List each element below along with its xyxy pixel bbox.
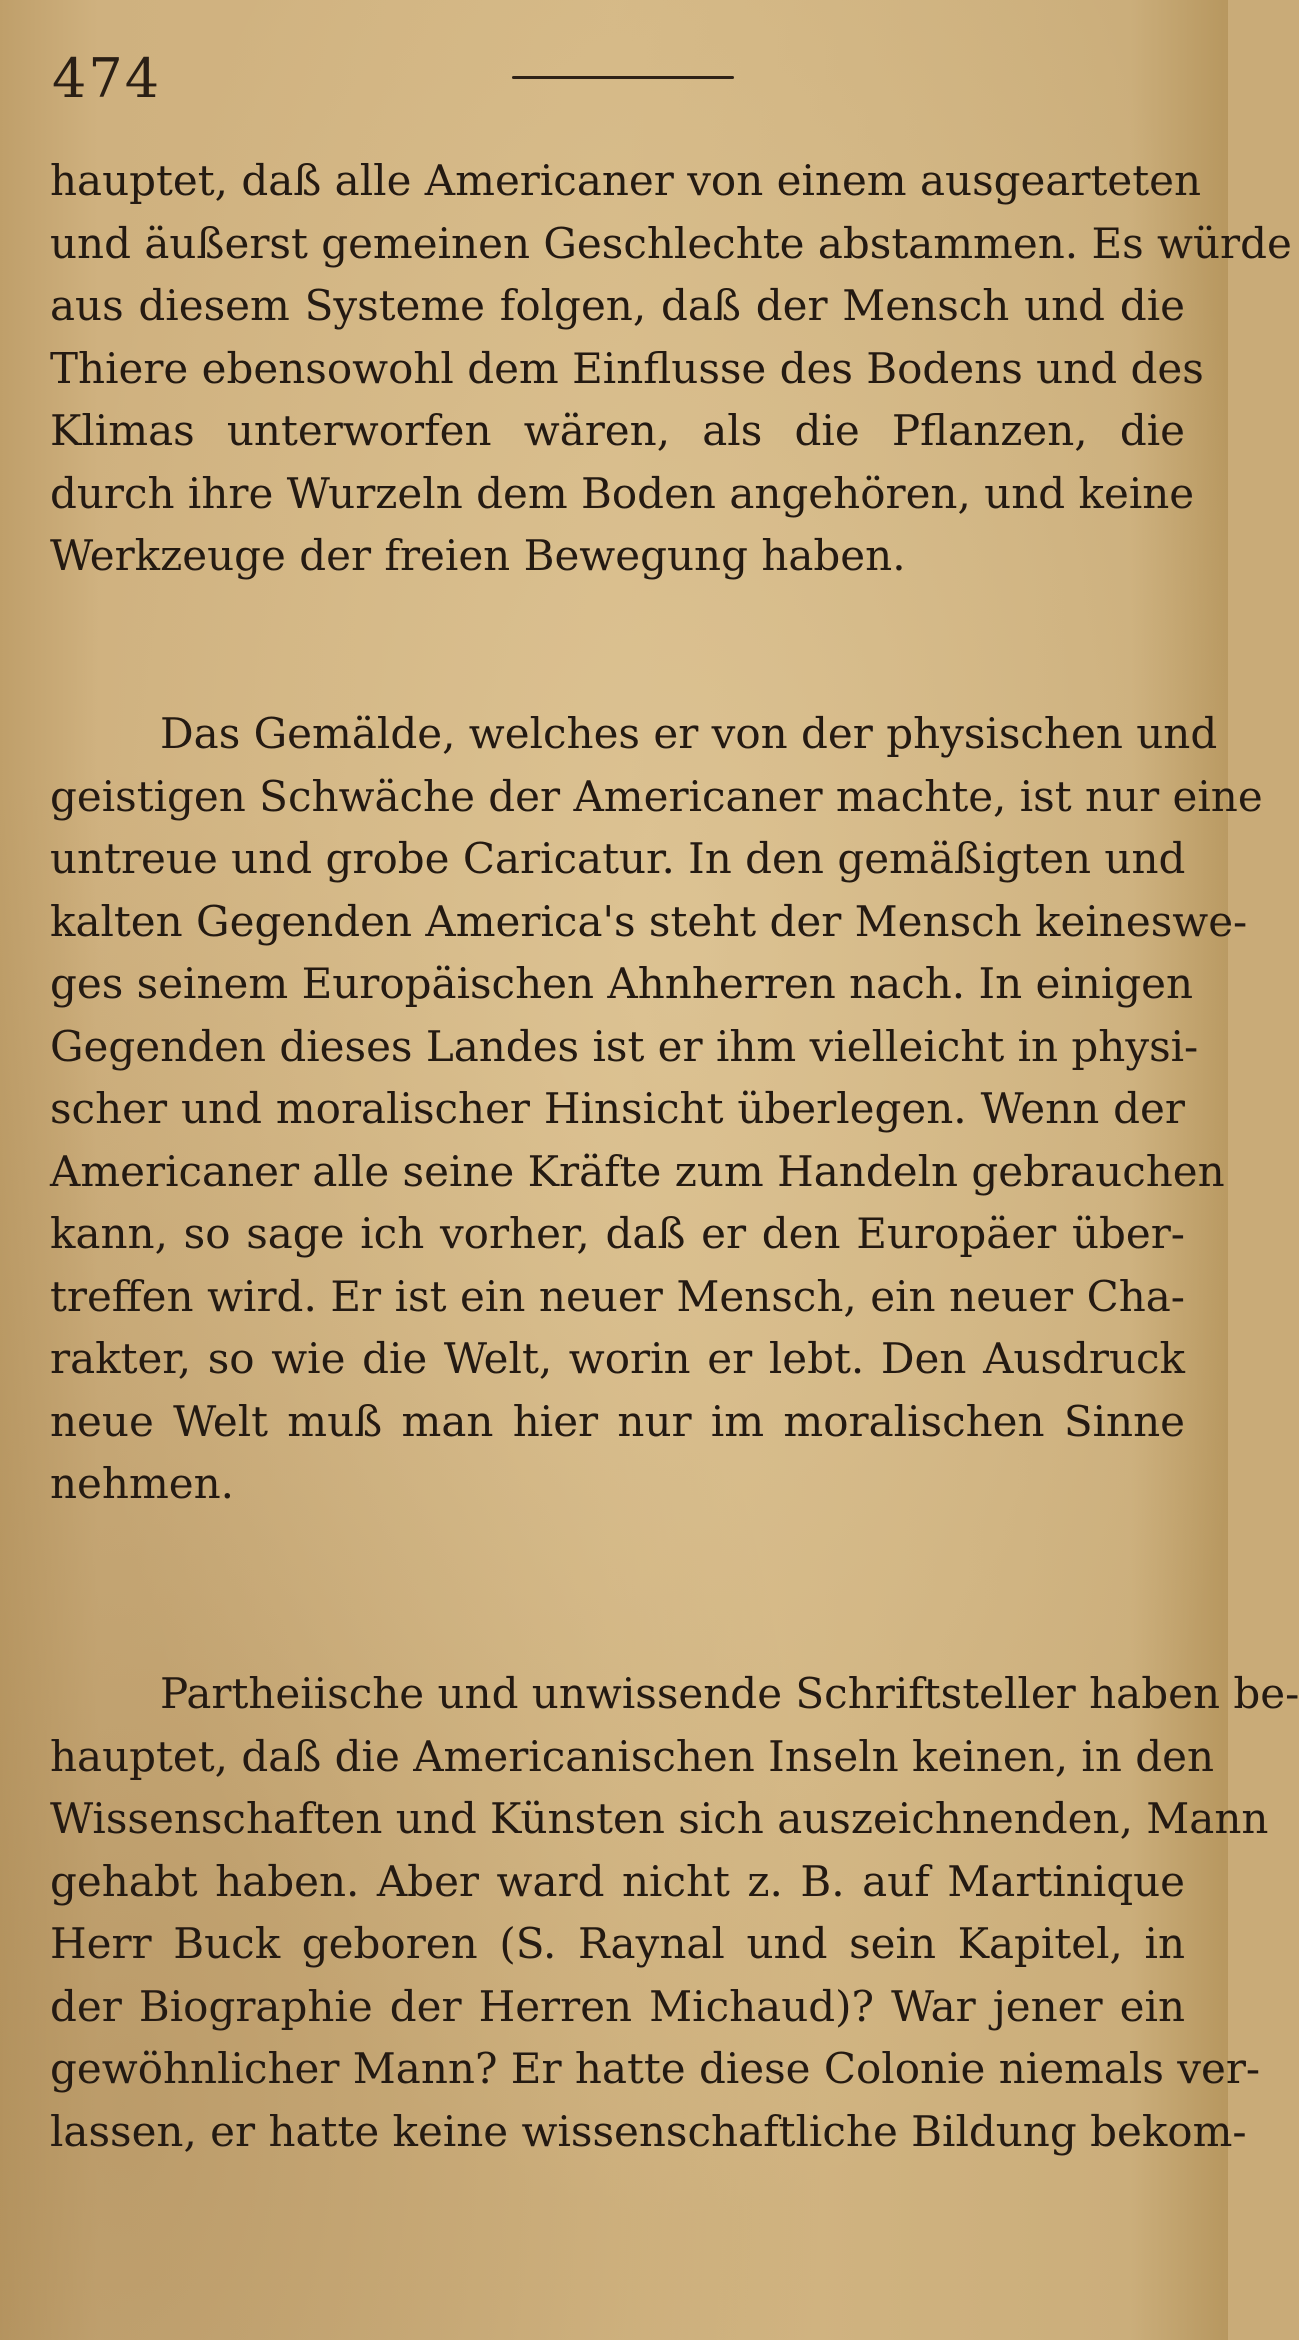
text-line: treffen wird. Er ist ein neuer Mensch, ein neuer Cha- <box>50 1271 1185 1321</box>
text-line: Wissenschaften und Künsten sich auszeichnenden, Mann <box>50 1794 1269 1843</box>
text-line: Thiere ebensowohl dem Einflusse des Bodens und des <box>50 343 1204 393</box>
text-line: gehabt haben. Aber ward nicht z. B. auf Martinique <box>50 1856 1185 1906</box>
text-line: der Biographie der Herren Michaud)? War jener ein <box>50 1981 1185 2031</box>
text-line: aus diesem Systeme folgen, daß der Mensch und die <box>50 281 1185 330</box>
text-line: Gegenden dieses Landes ist er ihm vielleicht in physi- <box>50 1021 1199 1071</box>
text-line: Americaner alle seine Kräfte zum Handeln gebrauchen <box>50 1146 1225 1196</box>
text-line: kalten Gegenden America's steht der Mensch keineswe- <box>50 896 1248 946</box>
text-line: gewöhnlicher Mann? Er hatte diese Colonie niemals ver- <box>50 2044 1261 2093</box>
header-rule <box>512 76 734 79</box>
text-line: rakter, so wie die Welt, worin er lebt. Den Ausdruck <box>50 1334 1185 1383</box>
text-line: Klimas unterworfen wären, als die Pflanzen, die <box>50 406 1185 455</box>
text-line: hauptet, daß alle Americaner von einem ausgearteten <box>50 156 1202 205</box>
page-number: 474 <box>52 47 162 110</box>
text-line: Partheiische und unwissende Schriftsteller haben be- <box>160 1669 1299 1718</box>
text-line: Herr Buck geboren (S. Raynal und sein Kapitel, in <box>50 1919 1185 1968</box>
text-line: Das Gemälde, welches er von der physischen und <box>160 709 1218 758</box>
text-line: untreue und grobe Caricatur. In den gemäßigten und <box>50 834 1186 883</box>
paragraph-3 <box>50 1663 1299 2163</box>
text-line: ges seinem Europäischen Ahnherren nach. In einigen <box>50 959 1194 1008</box>
text-line: Werkzeuge der freien Bewegung haben. <box>50 531 906 580</box>
text-line: und äußerst gemeinen Geschlechte abstammen. Es würde <box>50 218 1292 268</box>
text-line: neue Welt muß man hier nur im moralischen Sinne <box>50 1396 1185 1446</box>
text-line: geistigen Schwäche der Americaner machte, ist nur eine <box>50 771 1263 821</box>
text-line: kann, so sage ich vorher, daß er den Europäer über- <box>50 1209 1185 1258</box>
text-line: nehmen. <box>50 1459 235 1508</box>
text-line: lassen, er hatte keine wissenschaftliche Bildung bekom- <box>50 2106 1247 2156</box>
paragraph-2 <box>50 703 1263 1516</box>
text-line: durch ihre Wurzeln dem Boden angehören, und keine <box>50 468 1195 518</box>
text-line: hauptet, daß die Americanischen Inseln keinen, in den <box>50 1731 1215 1781</box>
text-line: scher und moralischer Hinsicht überlegen. Wenn der <box>50 1084 1185 1133</box>
paragraph-1 <box>50 150 1292 588</box>
